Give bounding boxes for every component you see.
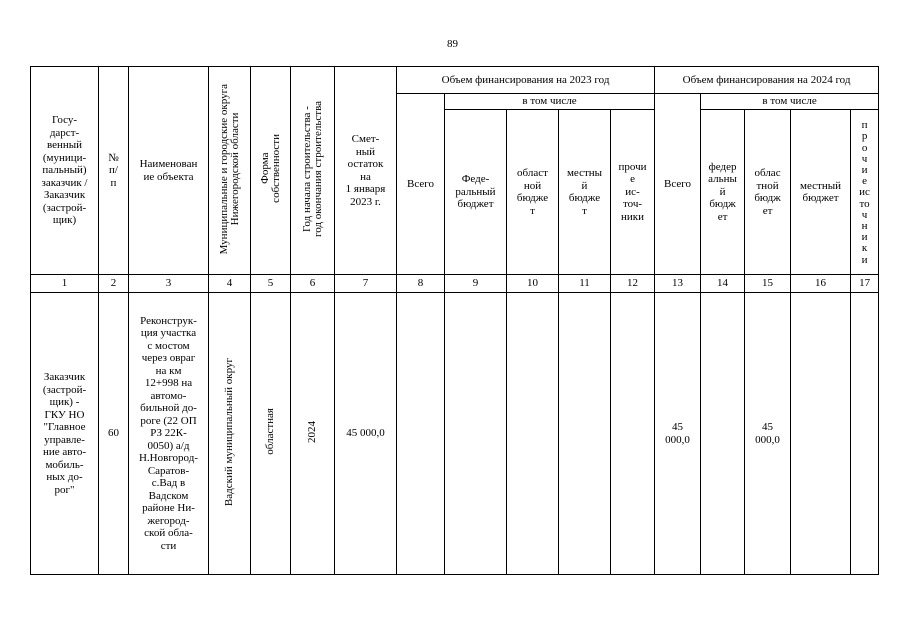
column-number: 1 bbox=[31, 275, 99, 293]
row-estimate: 45 000,0 bbox=[335, 293, 397, 575]
row-other-2024 bbox=[851, 293, 879, 575]
row-federal-2023 bbox=[445, 293, 507, 575]
header-years: Год начала строительства - год окончания строительства bbox=[300, 100, 324, 237]
row-object-name: Реконструк- ция участка с мостом через овраг на км 12+998 на автомо- бильной до- роге (22 ОП РЗ 22К- 0050) а/д Н.Новгород- Саратов- с.Вад в Вадском районе Ни- жегород- ской обла- сти bbox=[129, 293, 209, 575]
row-total-2023 bbox=[397, 293, 445, 575]
column-number: 4 bbox=[209, 275, 251, 293]
header-ownership-cell bbox=[251, 67, 291, 275]
row-ownership: областная bbox=[264, 408, 276, 456]
header-district: Муниципальные и городские округа Нижегородской области bbox=[217, 83, 241, 254]
row-total-2024: 45 000,0 bbox=[655, 293, 701, 575]
column-number: 12 bbox=[611, 275, 655, 293]
header-row-1 bbox=[31, 67, 879, 94]
column-number: 15 bbox=[745, 275, 791, 293]
column-number: 14 bbox=[701, 275, 745, 293]
column-number: 8 bbox=[397, 275, 445, 293]
column-number: 7 bbox=[335, 275, 397, 293]
column-number: 2 bbox=[99, 275, 129, 293]
row-local-2023 bbox=[559, 293, 611, 575]
row-customer: Заказчик (застрой- щик) - ГКУ НО "Главное управле- ние авто- мобиль- ных до- рог" bbox=[31, 293, 99, 575]
header-federal-2024: федер альны й бюдж ет bbox=[701, 110, 745, 275]
header-incl-2024: в том числе bbox=[701, 94, 879, 110]
header-other-2024: п р о ч и е ис то ч н и к и bbox=[851, 110, 879, 275]
header-customer: Госу- дарст- венный (муници- пальный) заказчик / Заказчик (застрой- щик) bbox=[31, 67, 99, 275]
column-number: 3 bbox=[129, 275, 209, 293]
header-federal-2023: Феде- ральный бюджет bbox=[445, 110, 507, 275]
column-number: 10 bbox=[507, 275, 559, 293]
row-regional-2024: 45 000,0 bbox=[745, 293, 791, 575]
row-years: 2024 bbox=[306, 420, 318, 443]
row-district-cell bbox=[209, 293, 251, 575]
column-number: 9 bbox=[445, 275, 507, 293]
row-other-2023 bbox=[611, 293, 655, 575]
header-ownership: Форма собственности bbox=[258, 134, 282, 204]
header-regional-2023: област ной бюдже т bbox=[507, 110, 559, 275]
header-fin-2024: Объем финансирования на 2024 год bbox=[655, 67, 879, 94]
column-number: 5 bbox=[251, 275, 291, 293]
row-years-cell bbox=[291, 293, 335, 575]
header-regional-2024: облас тной бюдж ет bbox=[745, 110, 791, 275]
row-regional-2023 bbox=[507, 293, 559, 575]
header-fin-2023: Объем финансирования на 2023 год bbox=[397, 67, 655, 94]
header-local-2023: местны й бюдже т bbox=[559, 110, 611, 275]
table-row bbox=[31, 293, 879, 575]
column-number: 17 bbox=[851, 275, 879, 293]
row-federal-2024 bbox=[701, 293, 745, 575]
row-district: Вадский муниципальный округ bbox=[223, 357, 235, 506]
row-local-2024 bbox=[791, 293, 851, 575]
header-local-2024: местный бюджет bbox=[791, 110, 851, 275]
header-num: № п/ п bbox=[99, 67, 129, 275]
header-incl-2023: в том числе bbox=[445, 94, 655, 110]
column-number: 13 bbox=[655, 275, 701, 293]
financing-table bbox=[30, 66, 879, 575]
page-number: 89 bbox=[447, 38, 458, 50]
column-number: 16 bbox=[791, 275, 851, 293]
column-number: 6 bbox=[291, 275, 335, 293]
row-ownership-cell bbox=[251, 293, 291, 575]
column-number: 11 bbox=[559, 275, 611, 293]
header-total-2023: Всего bbox=[397, 94, 445, 275]
column-number-row bbox=[31, 275, 879, 293]
header-years-cell bbox=[291, 67, 335, 275]
header-object-name: Наименован ие объекта bbox=[129, 67, 209, 275]
header-estimate: Смет- ный остаток на 1 января 2023 г. bbox=[335, 67, 397, 275]
header-total-2024: Всего bbox=[655, 94, 701, 275]
row-num: 60 bbox=[99, 293, 129, 575]
header-district-cell bbox=[209, 67, 251, 275]
header-other-2023: прочи е ис- точ- ники bbox=[611, 110, 655, 275]
